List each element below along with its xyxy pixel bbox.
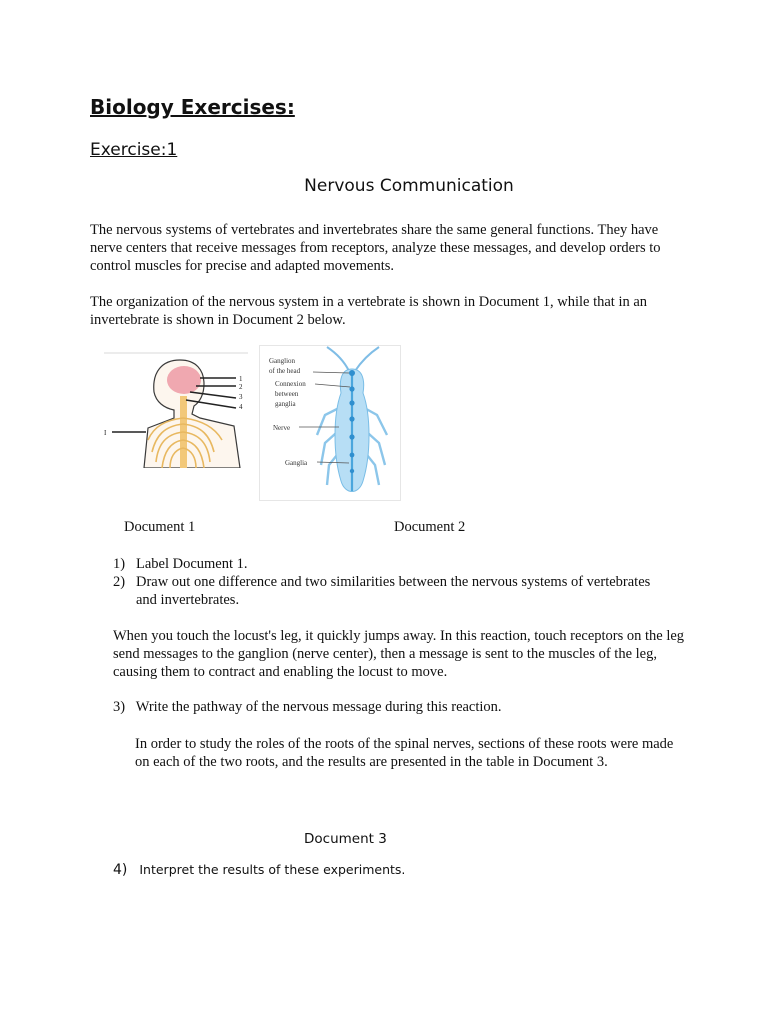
section-subtitle: Nervous Communication bbox=[304, 176, 514, 196]
question-4 bbox=[113, 862, 405, 878]
locust-paragraph: When you touch the locust's leg, it quickly jumps away. In this reaction, touch receptors on the leg send messages to the ganglion (nerve center), then a message is sent to the muscles of the leg, causing them to contract and enabling the locust to move. bbox=[113, 628, 685, 680]
organization-paragraph: The organization of the nervous system in a vertebrate is shown in Document 1, while that in an invertebrate is shown in Document 2 below. bbox=[90, 294, 648, 328]
intro-paragraph: The nervous systems of vertebrates and invertebrates share the same general functions. They have nerve centers that receive messages from receptors, analyze these messages, and develop orders to control muscles for precise and adapted movements. bbox=[90, 222, 661, 274]
question-4-text: Interpret the results of these experiments. bbox=[139, 862, 406, 877]
document-2-figure bbox=[259, 345, 401, 501]
doc1-label-4: 4 bbox=[239, 403, 243, 411]
doc1-side-mark: I bbox=[104, 429, 107, 437]
question-2 bbox=[113, 573, 693, 609]
document-1-figure bbox=[104, 352, 248, 468]
doc1-label-2: 2 bbox=[239, 383, 243, 391]
question-4-number: 4) bbox=[113, 862, 128, 878]
question-3-text: Write the pathway of the nervous message during this reaction. bbox=[135, 699, 502, 715]
question-1-text: Label Document 1. bbox=[135, 556, 248, 572]
doc1-label-1: 1 bbox=[239, 375, 243, 383]
document-1-caption: Document 1 bbox=[124, 519, 196, 535]
question-2-text-line2: and invertebrates. bbox=[136, 592, 240, 608]
doc2-label-ganglia: Ganglia bbox=[285, 459, 308, 467]
doc2-label-connection-line1: Connexion bbox=[275, 380, 306, 388]
doc2-label-nerve: Nerve bbox=[273, 424, 291, 432]
document-2-caption: Document 2 bbox=[394, 519, 466, 535]
question-3 bbox=[113, 698, 688, 716]
question-3-number: 3) bbox=[113, 699, 126, 715]
doc2-label-connection-line3: ganglia bbox=[275, 400, 296, 408]
doc2-label-connection-line2: between bbox=[275, 390, 299, 398]
question-1-number: 1) bbox=[113, 556, 126, 572]
question-1 bbox=[113, 555, 693, 573]
question-2-number: 2) bbox=[113, 574, 126, 590]
brain-shape bbox=[167, 366, 201, 394]
doc2-label-ganglion-head-line1: Ganglion bbox=[269, 357, 296, 365]
page-title: Biology Exercises: bbox=[90, 95, 295, 119]
roots-paragraph: In order to study the roles of the roots of the spinal nerves, sections of these roots were made on each of the two roots, and the results are presented in the table in Document 3. bbox=[135, 736, 674, 770]
doc2-label-ganglion-head-line2: of the head bbox=[269, 367, 301, 375]
question-2-text-line1: Draw out one difference and two similarities between the nervous systems of vertebrates bbox=[135, 574, 651, 590]
doc1-label-3: 3 bbox=[239, 393, 243, 401]
exercise-heading: Exercise:1 bbox=[90, 140, 178, 160]
document-3-caption: Document 3 bbox=[304, 831, 387, 847]
